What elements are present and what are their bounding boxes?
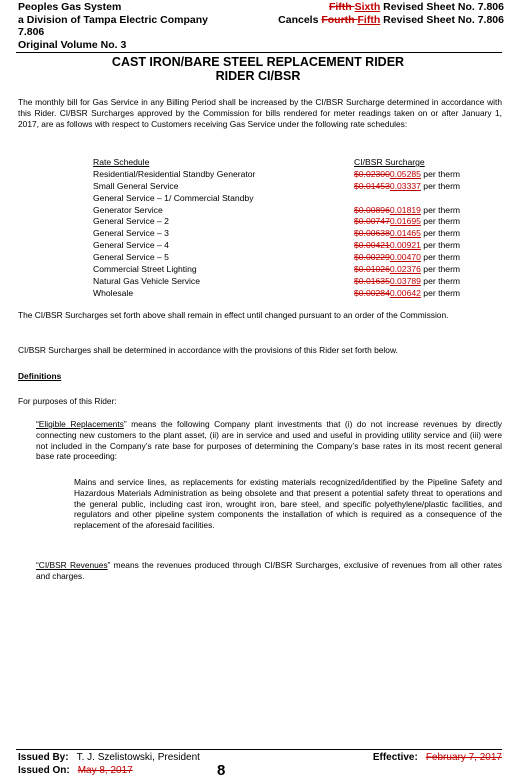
issued-by-line [18,751,200,764]
eligible-term: “Eligible Replacements [36,419,124,429]
issued-on-line [18,764,200,777]
table-row: Natural Gas Vehicle Service [93,275,200,286]
surcharge-cell: $0.023000.05285 per therm [354,168,461,179]
surcharge-header: CI/BSR Surcharge [354,157,425,167]
surcharge-cell: $0.010260.02376 per therm [354,264,461,275]
footer-divider [16,749,502,750]
table-row: Generator Service [93,204,163,215]
surcharge-cell: $0.007470.01695 per therm [354,216,461,227]
page-number: 8 [217,762,226,779]
cancels-old-text: Fourth [321,13,358,26]
surcharge-cell: $0.002840.00642 per therm [354,287,461,298]
table-row: Residential/Residential Standby Generator [93,168,256,179]
intro-paragraph: The monthly bill for Gas Service in any Billing Period shall be increased by the CI/BSR Surcharge determined in accordance with this Rider. CI/BSR Surcharges approved by the Commission for bills rendered for meter readings taken on or after January 1, 2017, are as follows with respect to Customers receiving Gas Service under the following rate schedules: [18,97,502,129]
revised-sheet-line [278,1,504,14]
eligible-definition: ” means the following Company plant investments that (i) do not increase revenues by directly connecting new customers to the plant asset, (ii) are in service and used and useful in providing utility service and (iii) were not included in the Company’s rate base for purposes of determining the Company’s base rates in its most recent general base rate proceeding: [36,419,502,462]
issued-by-label: Issued By: [18,752,69,763]
revised-old-text: Fifth [328,1,355,13]
rate-schedule-header: Rate Schedule [93,157,150,167]
surcharge-cell: $0.004210.00921 per therm [354,240,461,251]
tariff-number: 7.806 [18,26,45,38]
surcharge-cell: $0.006380.01465 per therm [354,228,461,239]
mains-paragraph: Mains and service lines, as replacements for existing materials recognized/identified by the Pipeline Safety and Hazardous Materials Administration as being obsolete and that present a potential safety threat to operations and the general public, including cast iron, wrought iron, bare steel, and specific polyethylene/plastic facilities, and regulators and other pipeline system components the installation of which is required as a consequence of the replacement of the aforesaid facilities. [74,477,502,531]
issued-on-value: May 8, 2017 [77,765,133,776]
revenues-term: “CI/BSR Revenues [36,560,108,570]
cancels-label: Cancels [278,13,322,26]
surcharge-column [354,157,460,300]
footer-right [373,751,502,764]
cancels-rest-text: Revised Sheet No. 7.806 [380,13,504,26]
surcharge-cell: $0.014530.03337 per therm [354,180,461,191]
effective-label: Effective: [372,752,418,763]
surcharge-cell: $0.016350.03789 per therm [354,275,461,286]
header-left [18,1,208,51]
cancels-new-text: Fifth [357,13,381,26]
division-name: a Division of Tampa Electric Company [18,13,209,26]
table-row: Wholesale [93,287,134,298]
revised-rest-text: Revised Sheet No. 7.806 [380,1,504,13]
surcharge-cell: $0.002290.00470 per therm [354,252,461,263]
volume-number: Original Volume No. 3 [18,38,127,51]
cancels-sheet-line [278,14,504,27]
header-divider [16,52,502,53]
purposes-paragraph: For purposes of this Rider: [18,396,117,406]
surcharge-cell: $0.008960.01819 per therm [354,204,461,215]
title-line-2: RIDER CI/BSR [215,69,301,83]
table-row: General Service – 2 [93,216,169,227]
table-row: Small General Service [93,180,179,191]
table-row: General Service – 5 [93,252,169,263]
company-name: Peoples Gas System [18,1,122,13]
header-right [278,1,504,26]
surcharge-cell-empty [354,193,460,205]
revenues-definition: ” means the revenues produced through CI/BSR Surcharges, exclusive of revenues from all other rates and charges. [36,560,502,581]
issued-on-label: Issued On: [18,765,70,776]
rate-schedule-column [93,157,255,300]
effective-value: February 7, 2017 [425,752,502,763]
table-row: Commercial Street Lighting [93,264,197,275]
revised-new-text: Sixth [354,1,381,13]
title-line-1: CAST IRON/BARE STEEL REPLACEMENT RIDER [111,55,405,69]
revenues-paragraph [36,560,502,582]
footer-left [18,751,200,777]
issued-by-value: T. J. Szelistowski, President [76,752,200,763]
rider-title [0,55,516,83]
eligible-replacements-paragraph [36,419,502,462]
table-row: General Service – 3 [93,228,169,239]
table-row: General Service – 1/ Commercial Standby [93,192,254,203]
definitions-heading: Definitions [18,371,62,381]
table-row: General Service – 4 [93,240,169,251]
determined-paragraph: CI/BSR Surcharges shall be determined in accordance with the provisions of this Rider set forth below. [18,345,398,355]
effect-paragraph: The CI/BSR Surcharges set forth above shall remain in effect until changed pursuant to an order of the Commission. [18,310,449,320]
